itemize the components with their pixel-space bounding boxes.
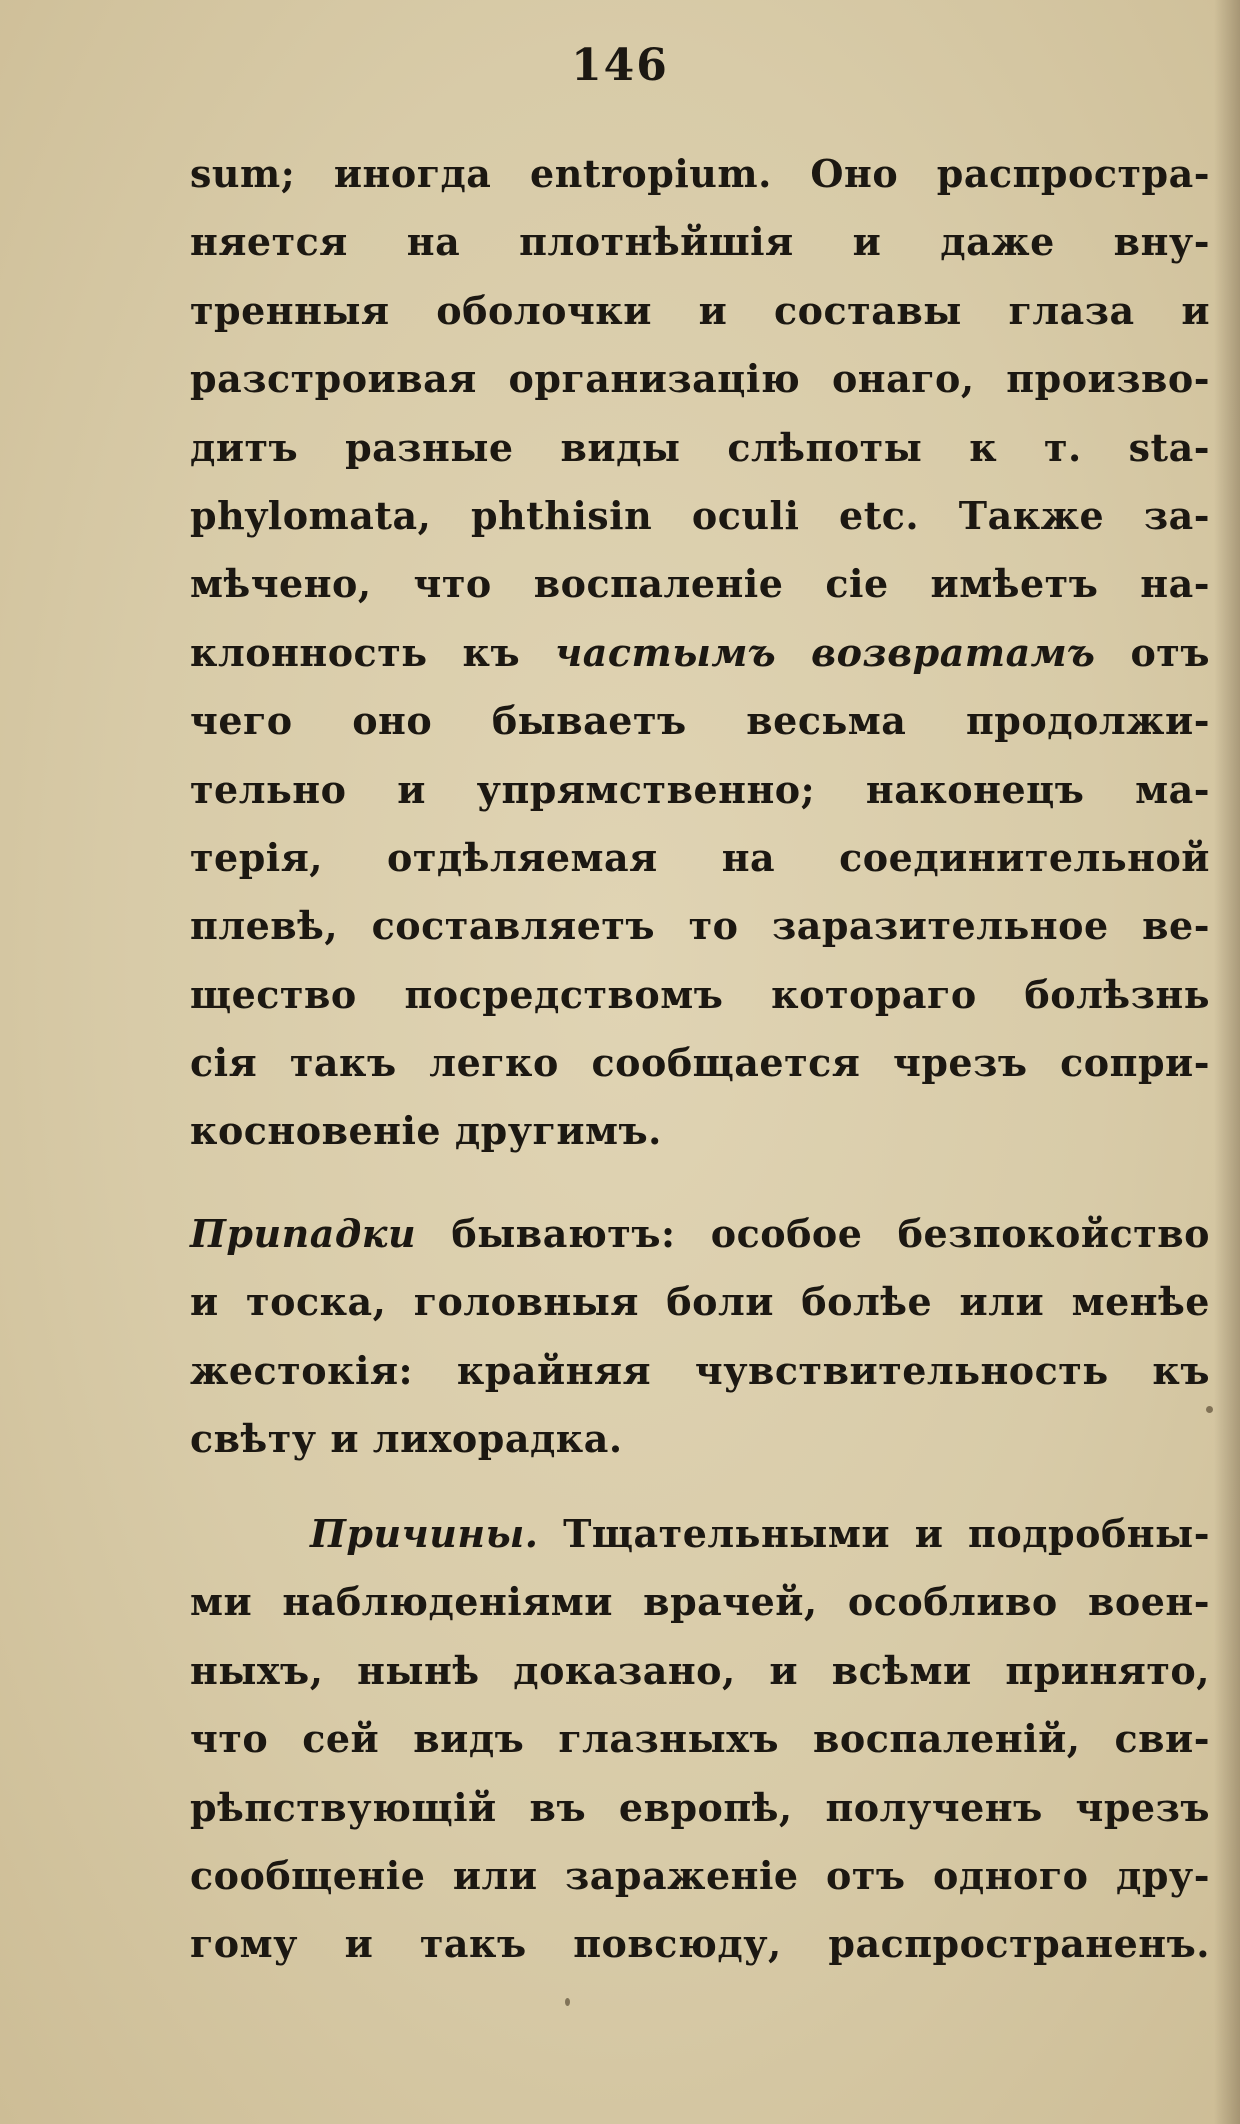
- text-segment: клонность къ: [190, 629, 556, 675]
- text-line: гому и такъ повсюду, распространенъ.: [190, 1921, 1210, 1967]
- ink-speck: [1206, 1406, 1213, 1413]
- paragraph-1: [190, 140, 1210, 1166]
- ink-speck: [565, 1998, 570, 2006]
- text-line: жестокія: крайняя чувствительность къ: [190, 1347, 1210, 1393]
- text-line: сія такъ легко сообщается чрезъ сопри-: [190, 1040, 1210, 1086]
- italic-phrase: частымъ возвратамъ: [555, 629, 1096, 675]
- text-line: косновеніе другимъ.: [190, 1108, 662, 1154]
- text-line: sum; иногда entropium. Оно распростра-: [190, 151, 1210, 196]
- text-segment: Тщательными и подробны-: [538, 1511, 1210, 1556]
- page-edge-shadow: [1214, 0, 1240, 2124]
- paragraph-causes: [190, 1500, 1210, 1979]
- text-line: плевѣ, составляетъ то заразительное ве-: [190, 903, 1210, 949]
- text-line: ныхъ, нынѣ доказано, и всѣми принято,: [190, 1647, 1210, 1693]
- text-line: тренныя оболочки и составы глаза и: [190, 287, 1210, 333]
- text-line: чего оно бываетъ весьма продолжи-: [190, 698, 1210, 744]
- text-line: сообщеніе или зараженіе отъ одного дру-: [190, 1852, 1210, 1898]
- text-line: phylomata, phthisin oculi etc. Также за-: [190, 492, 1210, 538]
- text-segment: отъ: [1095, 629, 1210, 675]
- text-line-with-italic: [190, 619, 1210, 687]
- text-line: ми наблюденіями врачей, особливо воен-: [190, 1579, 1210, 1625]
- text-line: мѣчено, что воспаленіе сіе имѣетъ на-: [190, 561, 1210, 607]
- text-line: рѣпствующій въ европѣ, полученъ чрезъ: [190, 1784, 1210, 1830]
- text-segment: бываютъ: особое безпокойство: [416, 1211, 1210, 1256]
- text-line: [190, 1200, 1210, 1268]
- page-number: 146: [571, 40, 669, 91]
- section-heading-causes: Причины.: [310, 1511, 539, 1556]
- text-line: дитъ разные виды слѣпоты к т. sta-: [190, 424, 1210, 470]
- section-heading-symptoms: Припадки: [190, 1211, 417, 1256]
- text-line: щество посредствомъ котораго болѣзнь: [190, 971, 1210, 1017]
- text-line: что сей видъ глазныхъ воспаленій, сви-: [190, 1716, 1210, 1762]
- text-line: няется на плотнѣйшія и даже вну-: [190, 219, 1210, 265]
- text-line: тельно и упрямственно; наконецъ ма-: [190, 766, 1210, 812]
- paragraph-symptoms: [190, 1200, 1210, 1474]
- text-line: [190, 1500, 1210, 1568]
- text-line: разстроивая организацію онаго, произво-: [190, 356, 1210, 402]
- text-line: свѣту и лихорадка.: [190, 1416, 623, 1462]
- text-line: и тоска, головныя боли болѣе или менѣе: [190, 1279, 1210, 1325]
- text-line: терія, отдѣляемая на соединительной: [190, 834, 1210, 880]
